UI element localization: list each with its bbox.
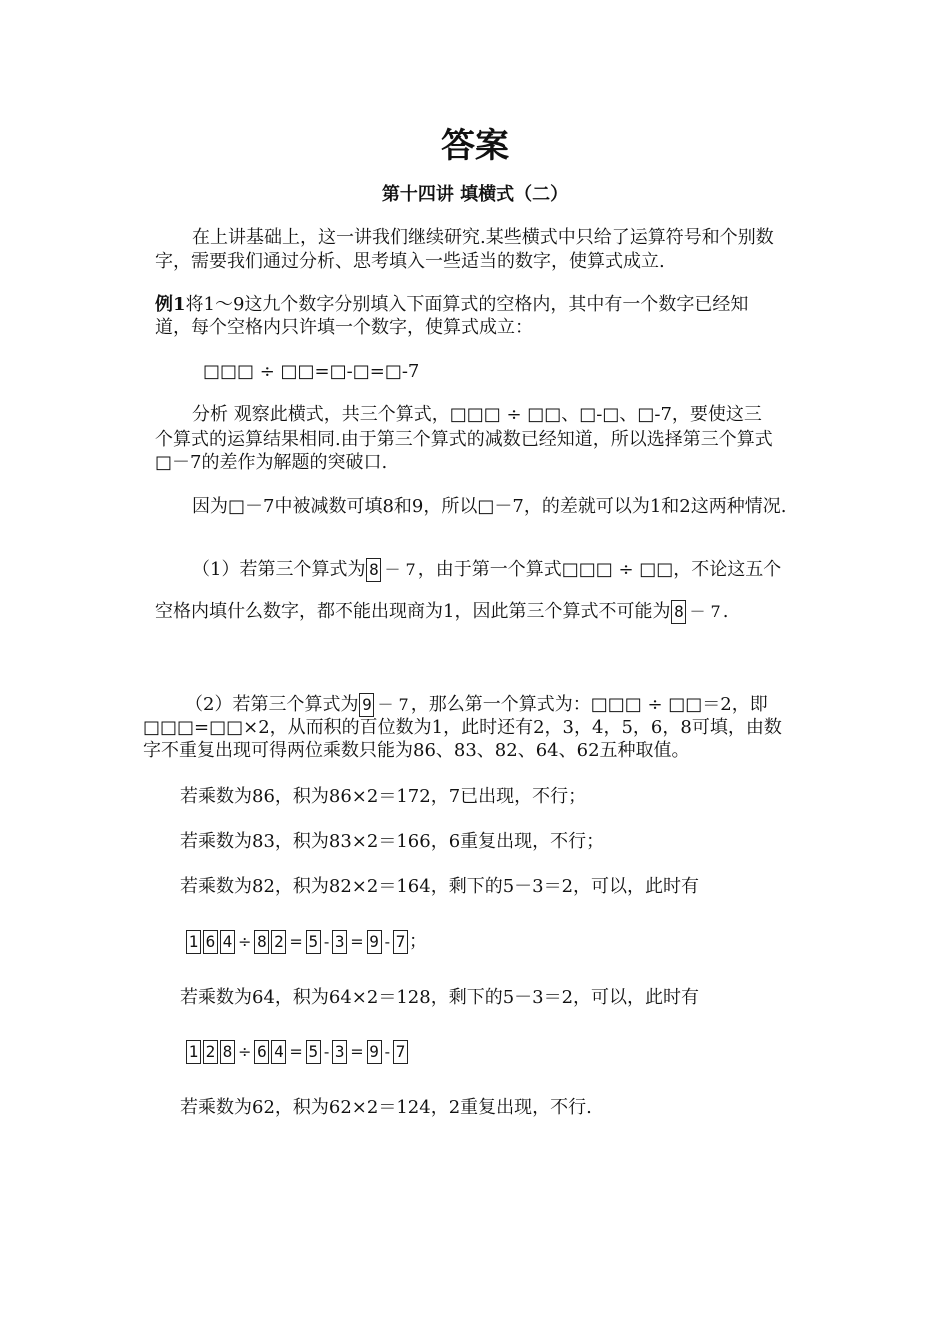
page-title: 答案	[441, 126, 509, 166]
digit-box: 2	[203, 1040, 218, 1064]
case2-line-1	[185, 693, 768, 717]
digit-box: 7	[393, 1040, 408, 1064]
case2-text: （2）若第三个算式为	[185, 694, 359, 715]
equals-sign: =	[289, 1042, 303, 1061]
equals-sign: =	[350, 932, 364, 951]
minus-sign: -	[323, 932, 330, 951]
digit-box: 4	[271, 1040, 286, 1064]
case2-text-post: ，那么第一个算式为：□□□ ÷ □□＝2，即	[410, 694, 768, 715]
intro-line-2: 字，需要我们通过分析、思考填入一些适当的数字，使算式成立.	[155, 251, 665, 272]
analysis-line-1: 分析 观察此横式，共三个算式，□□□ ÷ □□、□-□、□-7，要使这三	[192, 404, 762, 425]
case2-line-3: 字不重复出现可得两位乘数只能为86、83、82、64、62五种取值。	[143, 740, 690, 761]
digit-box: 3	[332, 930, 347, 954]
example-line-1	[155, 293, 748, 317]
example-label: 例1	[155, 294, 186, 315]
because-line: 因为□－7中被减数可填8和9，所以□－7，的差就可以为1和2这两种情况.	[192, 496, 787, 517]
digit-box: 8	[254, 930, 269, 954]
case1-text-2: 空格内填什么数字，都不能出现商为1，因此第三个算式不可能为	[155, 601, 671, 622]
minus-seven: － 7	[689, 602, 721, 621]
equals-sign: =	[289, 932, 303, 951]
digit-box: 4	[220, 930, 235, 954]
case1-line-1	[192, 558, 781, 582]
trial-64: 若乘数为64，积为64×2＝128，剩下的5－3＝2，可以，此时有	[180, 987, 700, 1008]
example-line-2: 道，每个空格内只许填一个数字，使算式成立：	[155, 317, 533, 338]
digit-box: 5	[306, 930, 321, 954]
minus-sign: -	[323, 1042, 330, 1061]
example-text: 将1～9这九个数字分别填入下面算式的空格内，其中有一个数字已经知	[185, 294, 749, 315]
minus-sign: -	[384, 932, 391, 951]
digit-box: 7	[393, 930, 408, 954]
analysis-line-2: 个算式的运算结果相同.由于第三个算式的减数已经知道，所以选择第三个算式	[155, 429, 773, 450]
period: .	[722, 601, 729, 622]
digit-box: 9	[367, 930, 382, 954]
digit-box: 8	[671, 600, 686, 624]
digit-box: 5	[306, 1040, 321, 1064]
case2-line-2: □□□=□□×2，从而积的百位数为1，此时还有2，3，4，5，6，8可填，由数	[143, 717, 782, 738]
divide-sign: ÷	[238, 1042, 252, 1061]
trial-62: 若乘数为62，积为62×2＝124，2重复出现，不行.	[180, 1097, 592, 1118]
case1-line-2	[155, 600, 728, 624]
digit-box: 6	[203, 930, 218, 954]
digit-box: 3	[332, 1040, 347, 1064]
minus-seven: － 7	[384, 560, 416, 579]
intro-line-1: 在上讲基础上，这一讲我们继续研究.某些横式中只给了运算符号和个别数	[192, 227, 774, 248]
digit-box: 8	[220, 1040, 235, 1064]
minus-sign: -	[384, 1042, 391, 1061]
trial-83: 若乘数为83，积为83×2＝166，6重复出现，不行；	[180, 831, 605, 852]
lecture-title: 第十四讲 填横式（二）	[381, 184, 569, 205]
minus-seven: － 7	[377, 695, 409, 714]
digit-box: 9	[359, 693, 374, 717]
case1-text-post: ，由于第一个算式□□□ ÷ □□，不论这五个	[417, 559, 782, 580]
solution-formula-2	[185, 1040, 409, 1064]
case1-text: （1）若第三个算式为	[192, 559, 366, 580]
digit-box: 6	[254, 1040, 269, 1064]
equals-sign: =	[350, 1042, 364, 1061]
divide-sign: ÷	[238, 932, 252, 951]
semicolon: ；	[409, 931, 428, 952]
digit-box: 9	[367, 1040, 382, 1064]
trial-82: 若乘数为82，积为82×2＝164，剩下的5－3＝2，可以，此时有	[180, 876, 700, 897]
analysis-line-3: □－7的差作为解题的突破口.	[155, 452, 388, 473]
trial-86: 若乘数为86，积为86×2＝172，7已出现，不行；	[180, 786, 587, 807]
example-formula: □□□ ÷ □□=□-□=□-7	[203, 361, 420, 382]
digit-box: 1	[186, 1040, 201, 1064]
solution-formula-1	[185, 930, 427, 954]
digit-box: 2	[271, 930, 286, 954]
digit-box: 1	[186, 930, 201, 954]
digit-box: 8	[366, 558, 381, 582]
